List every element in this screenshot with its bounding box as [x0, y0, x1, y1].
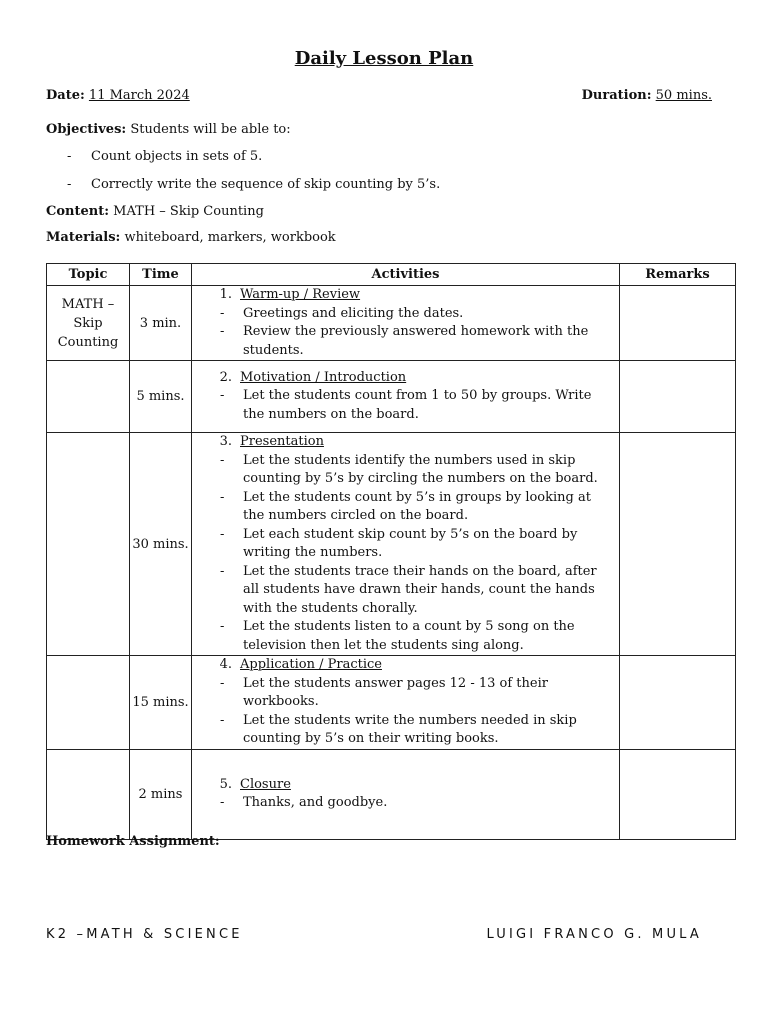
date-line [46, 88, 190, 103]
activity-number: 1. [219, 287, 232, 302]
activity-item: Let the students write the numbers needed in skip counting by 5’s on their writing books. [243, 712, 577, 746]
homework-label: Homework Assignment: [46, 834, 220, 849]
activities-cell: 2. Motivation / Introduction - Let the students count from 1 to 50 by groups. Write the numbers on the board. [192, 361, 620, 433]
table-row [47, 361, 736, 433]
activities-cell: 4. Application / Practice - Let the students answer pages 12 - 13 of their workbooks. - Let the students write the numbers needed in skip counting by 5’s on their writing books. [192, 656, 620, 750]
activities-cell: 5. Closure - Thanks, and goodbye. [192, 749, 620, 839]
time-cell: 2 mins [130, 749, 192, 839]
time-header: Time [130, 264, 192, 286]
activity-heading: Warm-up / Review [240, 287, 361, 302]
activities-header: Activities [192, 264, 620, 286]
lesson-plan-table [46, 263, 736, 840]
objective-text: Count objects in sets of 5. [91, 149, 263, 164]
duration-label: Duration: [581, 88, 652, 103]
content-label: Content: [46, 204, 110, 219]
activity-item: Let the students answer pages 12 - 13 of their workbooks. [243, 675, 548, 709]
remarks-cell [620, 286, 736, 361]
objectives-intro: Students will be able to: [130, 122, 291, 137]
table-row [47, 656, 736, 750]
topic-cell [47, 433, 130, 656]
content-line [46, 204, 264, 219]
remarks-cell [620, 361, 736, 433]
activity-item: Let the students count from 1 to 50 by groups. Write the numbers on the board. [243, 388, 592, 422]
activities-cell: 1. Warm-up / Review - Greetings and eliciting the dates. - Review the previously answered homework with the students. [192, 286, 620, 361]
remarks-cell [620, 433, 736, 656]
objective-text: Correctly write the sequence of skip counting by 5’s. [91, 177, 441, 192]
remarks-cell [620, 749, 736, 839]
activities-cell: 3. Presentation - Let the students identify the numbers used in skip counting by 5’s by circling the numbers on the board. - Let the students count by 5’s in groups by looking at the numbers circled on the board. - Let each student skip count by 5’s on the board by writing the numbers. - Let the students trace their hands on the board, after all students have drawn their hands, count the hands with the students chorally. - Let the students listen to a count by 5 song on the television then let the students sing along. [192, 433, 620, 656]
duration-line [582, 88, 712, 103]
activity-item: Let the students count by 5’s in groups by looking at the numbers circled on the board. [243, 489, 591, 523]
time-cell: 30 mins. [130, 433, 192, 656]
table-row [47, 286, 736, 361]
topic-cell: MATH – Skip Counting [47, 286, 130, 361]
activity-item: Let each student skip count by 5’s on the board by writing the numbers. [243, 526, 578, 560]
objective-item: - Correctly write the sequence of skip counting by 5’s. [67, 177, 441, 192]
activity-item: Review the previously answered homework with the students. [243, 324, 589, 358]
time-cell: 15 mins. [130, 656, 192, 750]
objectives-line [46, 122, 291, 137]
activity-item: Let the students trace their hands on the board, after all students have drawn their hands, count the hands with the students chorally. [243, 563, 597, 616]
table-row [47, 749, 736, 839]
activity-heading: Closure [240, 776, 291, 792]
remarks-cell [620, 656, 736, 750]
activity-heading: Presentation [240, 434, 324, 449]
table-row [47, 433, 736, 656]
materials-value: whiteboard, markers, workbook [124, 230, 336, 245]
remarks-header: Remarks [620, 264, 736, 286]
time-cell: 3 min. [130, 286, 192, 361]
topic-header: Topic [47, 264, 130, 286]
objective-item: - Count objects in sets of 5. [67, 149, 263, 164]
duration-value: 50 mins. [655, 88, 712, 103]
activity-item: Thanks, and goodbye. [243, 795, 388, 810]
activity-heading: Motivation / Introduction [240, 369, 407, 385]
objectives-label: Objectives: [46, 122, 127, 137]
activity-number: 4. [219, 657, 232, 672]
topic-cell [47, 656, 130, 750]
activity-item: Greetings and eliciting the dates. [243, 305, 464, 321]
activity-item: Let the students identify the numbers used in skip counting by 5’s by circling the numbers on the board. [243, 452, 598, 486]
table-header-row [47, 264, 736, 286]
page-title: Daily Lesson Plan [294, 48, 474, 69]
activity-heading: Application / Practice [240, 657, 382, 672]
topic-cell [47, 749, 130, 839]
date-label: Date: [46, 88, 85, 103]
topic-cell [47, 361, 130, 433]
materials-label: Materials: [46, 230, 121, 245]
activity-number: 5. [219, 776, 232, 792]
time-cell: 5 mins. [130, 361, 192, 433]
activity-item: Let the students listen to a count by 5 song on the television then let the students sing along. [243, 619, 575, 653]
materials-line [46, 230, 336, 245]
content-value: MATH – Skip Counting [113, 204, 264, 219]
footer-author: LUIGI FRANCO G. MULA [486, 927, 702, 942]
date-value: 11 March 2024 [88, 88, 190, 103]
activity-number: 2. [219, 369, 232, 385]
footer-course: K2 –MATH & SCIENCE [46, 927, 243, 942]
activity-number: 3. [219, 434, 232, 449]
